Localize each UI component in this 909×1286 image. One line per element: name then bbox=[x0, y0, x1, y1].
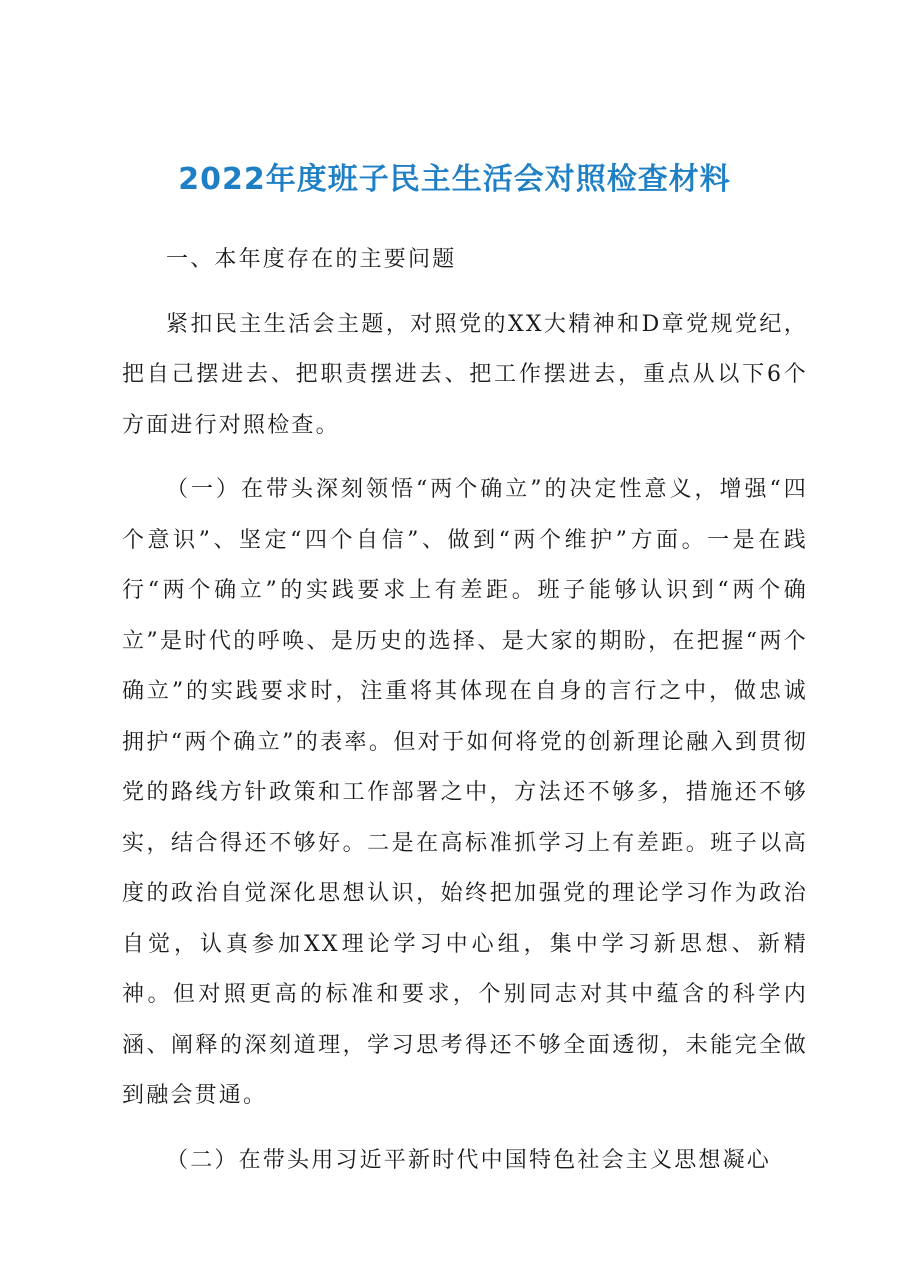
intro-paragraph: 紧扣民主生活会主题，对照党的XX大精神和D章党规党纪，把自己摆进去、把职责摆进去、把工作摆进去，重点从以下6个方面进行对照检查。 bbox=[122, 311, 808, 438]
document-body bbox=[122, 235, 808, 1186]
section-one-paragraph: （一）在带头深刻领悟“两个确立”的决定性意义，增强“四个意识”、坚定“四个自信”、做到“两个维护”方面。一是在践行“两个确立”的实践要求上有差距。班子能够认识到“两个确立”是时代的呼唤、是历史的选择、是大家的期盼，在把握“两个确立”的实践要求时，注重将其体现在自身的言行之中，做忠诚拥护“两个确立”的表率。但对于如何将党的创新理论融入到贯彻党的路线方针政策和工作部署之中，方法还不够多，措施还不够实，结合得还不够好。二是在高标准抓学习上有差距。班子以高度的政治自觉深化思想认识，始终把加强党的理论学习作为政治自觉，认真参加XX理论学习中心组，集中学习新思想、新精神。但对照更高的标准和要求，个别同志对其中蕴含的科学内涵、阐释的深刻道理，学习思考得还不够全面透彻，未能完全做到融会贯通。 bbox=[122, 477, 808, 1108]
section-heading: 一、本年度存在的主要问题 bbox=[166, 247, 457, 272]
document-title: 2022年度班子民主生活会对照检查材料 bbox=[178, 162, 731, 197]
section-two-paragraph: （二）在带头用习近平新时代中国特色社会主义思想凝心 bbox=[166, 1147, 772, 1173]
